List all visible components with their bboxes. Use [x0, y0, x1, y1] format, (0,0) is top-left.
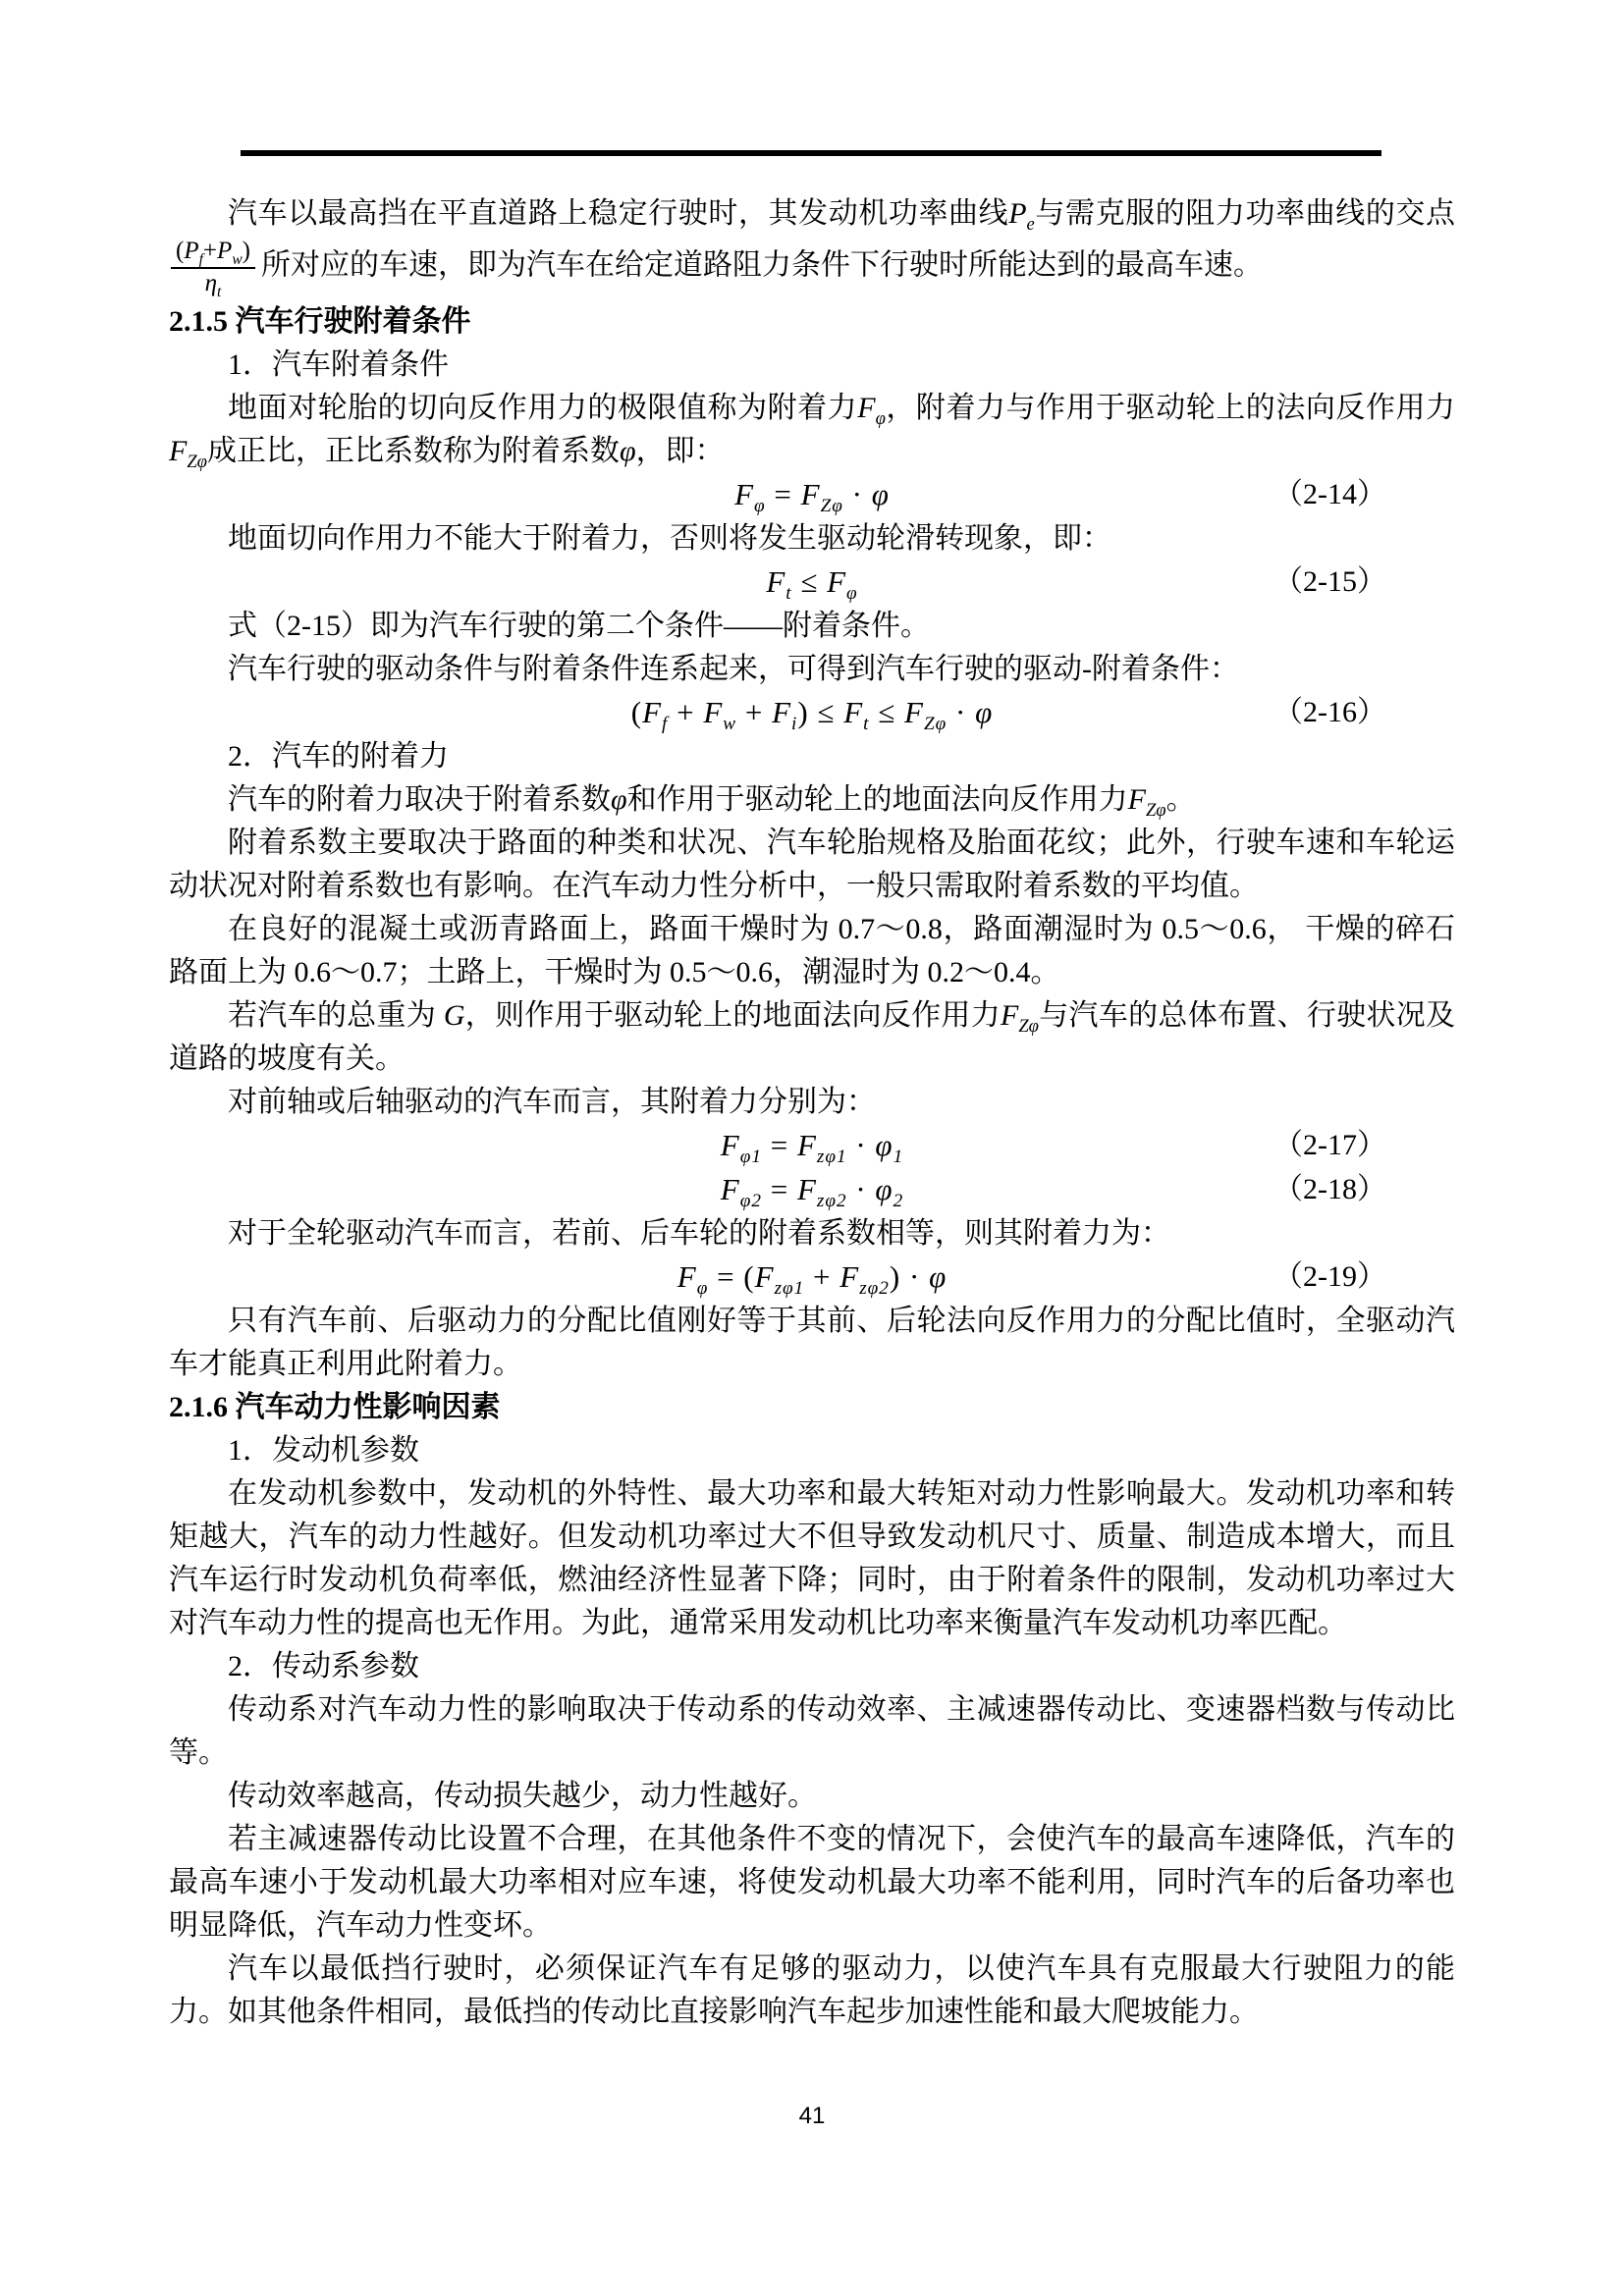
math-variable: G	[443, 998, 465, 1032]
paragraph: 对于全轮驱动汽车而言，若前、后车轮的附着系数相等，则其附着力为：	[228, 1216, 1170, 1250]
math-subscript: f	[198, 251, 203, 268]
math-variable: F	[720, 1127, 740, 1162]
math-variable: F	[839, 1258, 860, 1294]
equation-row	[169, 473, 1455, 517]
math-subscript: i	[791, 713, 798, 734]
math-variable: F	[796, 1171, 817, 1206]
math-subscript: t	[217, 283, 222, 300]
math-subscript: 2	[893, 1190, 904, 1211]
paragraph: 若主减速器传动比设置不合理，在其他条件不变的情况下，会使汽车的最高车速降低，汽车的最高车速小于发动机最大功率相对应车速，将使发动机最大功率不能利用，同时汽车的后备功率也明显降低，汽车动力性变坏。	[169, 1822, 1455, 1942]
math-subscript: φ2	[739, 1190, 762, 1211]
math-variable: F	[766, 563, 786, 599]
math-variable: φ	[929, 1258, 947, 1294]
math-subscript: φ	[754, 495, 766, 516]
math-variable: F	[703, 694, 724, 729]
paragraph: 在良好的混凝土或沥青路面上，路面干燥时为 0.7～0.8，路面潮湿时为 0.5～0.6， 干燥的碎石路面上为 0.6～0.7；土路上，干燥时为 0.5～0.6，潮湿时为 0.2～0.4。	[169, 912, 1455, 988]
math-variable: F	[677, 1258, 697, 1294]
paragraph: 在发动机参数中，发动机的外特性、最大功率和最大转矩对动力性影响最大。发动机功率和转矩越大，汽车的动力性越好。但发动机功率过大不但导致发动机尺寸、质量、制造成本增大，而且汽车运行时发动机负荷率低，燃油经济性显著下降；同时，由于附着条件的限制，发动机功率过大对汽车动力性的提高也无作用。为此，通常采用发动机比功率来衡量汽车发动机功率匹配。	[169, 1476, 1455, 1639]
paragraph: 传动系对汽车动力性的影响取决于传动系的传动效率、主减速器传动比、变速器档数与传动比等。	[169, 1692, 1455, 1769]
equation-number: （2-19）	[1273, 1259, 1386, 1293]
equation-number: （2-17）	[1273, 1128, 1386, 1161]
math-subscript: zφ2	[816, 1190, 847, 1211]
paragraph: 汽车的附着力取决于附着系数φ和作用于驱动轮上的地面法向反作用力$F_{Z\varphi}$。	[228, 782, 1196, 821]
paragraph: 1．发动机参数	[228, 1433, 419, 1467]
paragraph: 式（2-15）即为汽车行驶的第二个条件——附着条件。	[228, 609, 930, 642]
math-variable: F	[642, 694, 663, 729]
math-subscript: Zφ	[1018, 1015, 1039, 1037]
math-variable: P	[184, 238, 199, 264]
math-subscript: Zφ	[1145, 799, 1166, 821]
math-variable: φ	[611, 782, 627, 816]
equation-number: （2-18）	[1273, 1172, 1386, 1205]
math-variable: F	[796, 1127, 817, 1162]
math-subscript: w	[232, 251, 243, 268]
section-heading: 2.1.5 汽车行驶附着条件	[169, 304, 471, 338]
math-variable: F	[800, 476, 821, 511]
paragraph: 汽车以最高挡在平直道路上稳定行驶时，其发动机功率曲线$P_e$与需克服的阻力功率曲线的交点 $\frac{(P_f+P_w)}{\eta_t}$ 所对应的车速，即为汽车在给定道路阻力条件下行驶时所能达到的最高车速。	[169, 192, 1455, 300]
equation-row	[169, 691, 1455, 735]
equation-formula: $(F_f + F_w + F_i) \le F_t \le F_{Z\varphi} \cdot \varphi$	[630, 694, 994, 734]
equation-number: （2-14）	[1273, 477, 1386, 510]
paragraph: 若汽车的总重为 G，则作用于驱动轮上的地面法向反作用力$F_{Z\varphi}$与汽车的总体布置、行驶状况及道路的坡度有关。	[169, 998, 1456, 1075]
paragraph: 地面对轮胎的切向反作用力的极限值称为附着力$F_\varphi$，附着力与作用于驱动轮上的法向反作用力$F_{Z\varphi}$成正比，正比系数称为附着系数φ，即：	[169, 391, 1456, 472]
paragraph: 只有汽车前、后驱动力的分配比值刚好等于其前、后轮法向反作用力的分配比值时，全驱动汽车才能真正利用此附着力。	[169, 1304, 1455, 1380]
paragraph: 附着系数主要取决于路面的种类和状况、汽车轮胎规格及胎面花纹；此外，行驶车速和车轮运动状况对附着系数也有影响。在汽车动力性分析中，一般只需取附着系数的平均值。	[169, 826, 1455, 902]
math-subscript: φ	[696, 1277, 709, 1299]
math-variable: φ	[875, 1171, 893, 1206]
math-variable: F	[1127, 782, 1146, 816]
math-variable: φ	[875, 1127, 893, 1162]
equation-number: （2-15）	[1273, 564, 1386, 598]
math-subscript: e	[1026, 214, 1035, 235]
section-heading: 2.1.6 汽车动力性影响因素	[169, 1390, 501, 1423]
math-variable: F	[843, 694, 864, 729]
inline-fraction	[171, 238, 255, 298]
paragraph: 汽车以最低挡行驶时，必须保证汽车有足够的驱动力，以使汽车具有克服最大行驶阻力的能力。如其他条件相同，最低挡的传动比直接影响汽车起步加速性能和最大爬坡能力。	[169, 1951, 1455, 2028]
math-variable: η	[204, 269, 218, 296]
math-variable: F	[772, 694, 792, 729]
math-subscript: zφ1	[816, 1146, 847, 1167]
paragraph: 传动效率越高，传动损失越少，动力性越好。	[228, 1779, 817, 1812]
math-variable: φ	[619, 434, 636, 467]
math-subscript: t	[785, 582, 792, 604]
math-subscript: φ	[846, 582, 858, 604]
math-subscript: φ	[875, 407, 886, 429]
math-variable: P	[1008, 197, 1027, 230]
math-variable: P	[217, 238, 233, 264]
equation-row	[169, 1124, 1455, 1168]
math-subscript: Zφ	[187, 451, 207, 472]
math-variable: φ	[975, 694, 994, 729]
math-subscript: f	[662, 713, 669, 734]
document-body	[169, 192, 1455, 2034]
header-rule	[241, 150, 1381, 156]
fraction-denominator	[171, 269, 255, 298]
equation-row	[169, 1168, 1455, 1212]
equation-number: （2-16）	[1273, 695, 1386, 728]
math-variable: F	[720, 1171, 740, 1206]
equation-formula: $F_\varphi = (F_{z\varphi 1} + F_{z\varphi 2}) \cdot \varphi$	[677, 1258, 947, 1299]
equation-formula: $F_{\varphi 2} = F_{z\varphi 2} \cdot \varphi_2$	[720, 1171, 904, 1211]
math-subscript: w	[723, 713, 737, 734]
paragraph: 2．传动系参数	[228, 1649, 419, 1682]
paragraph: 1．汽车附着条件	[228, 347, 449, 381]
math-variable: F	[734, 476, 755, 511]
paragraph: 汽车行驶的驱动条件与附着条件连系起来，可得到汽车行驶的驱动-附着条件：	[228, 652, 1239, 685]
math-variable: F	[754, 1258, 775, 1294]
math-variable: F	[827, 563, 847, 599]
math-subscript: t	[863, 713, 870, 734]
math-subscript: 1	[893, 1146, 904, 1167]
math-subscript: Zφ	[820, 495, 843, 516]
paragraph: 地面切向作用力不能大于附着力，否则将发生驱动轮滑转现象，即：	[228, 521, 1111, 555]
math-variable: φ	[871, 476, 890, 511]
math-variable: F	[169, 434, 188, 467]
equation-row	[169, 561, 1455, 605]
equation-formula: $F_t \le F_\varphi$	[766, 563, 858, 604]
math-subscript: φ1	[739, 1146, 762, 1167]
paragraph: 对前轴或后轴驱动的汽车而言，其附着力分别为：	[228, 1085, 876, 1118]
equation-formula: $F_\varphi = F_{Z\varphi} \cdot \varphi$	[734, 476, 890, 516]
page-number: 41	[798, 2103, 826, 2129]
math-variable: F	[1001, 998, 1019, 1032]
math-subscript: zφ1	[774, 1277, 805, 1299]
math-variable: F	[857, 391, 876, 424]
equation-row	[169, 1255, 1455, 1300]
math-subscript: zφ2	[859, 1277, 890, 1299]
equation-formula: $F_{\varphi 1} = F_{z\varphi 1} \cdot \varphi_1$	[720, 1127, 904, 1167]
math-variable: F	[904, 694, 924, 729]
paragraph: 2．汽车的附着力	[228, 739, 449, 773]
math-subscript: Zφ	[923, 713, 947, 734]
fraction-numerator: $(P_f+P_w)$	[171, 238, 255, 269]
